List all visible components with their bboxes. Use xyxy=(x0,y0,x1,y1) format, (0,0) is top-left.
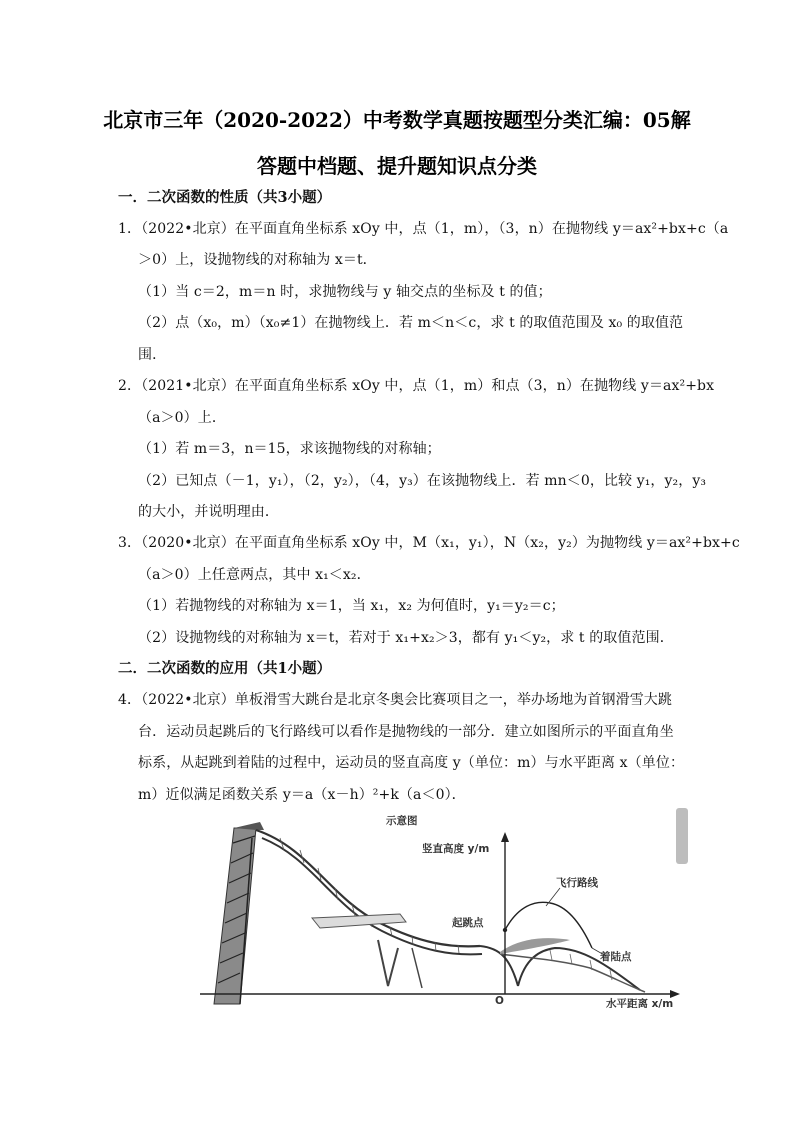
y-axis-label: 竖直高度 y/m xyxy=(422,843,490,855)
coordinate-axes xyxy=(200,832,680,998)
problem-1-part-2: （2）点（x₀，m）（x₀≠1）在抛物线上．若 m＜n＜c，求 t 的取值范围及 x₀ 的取值范 xyxy=(138,315,684,331)
ski-jump-diagram xyxy=(200,808,680,1008)
problem-2-part-1: （1）若 m＝3，n＝15，求该抛物线的对称轴； xyxy=(138,441,441,457)
problem-2-line-1: 2．（2021•北京）在平面直角坐标系 xOy 中，点（1，m）和点（3，n）在抛物线 y＝ax²+bx xyxy=(118,378,715,394)
ski-jump-figure xyxy=(200,808,680,1008)
takeoff-point-marker xyxy=(503,928,507,932)
x-axis-label: 水平距离 x/m xyxy=(606,998,674,1008)
takeoff-point-label: 起跳点 xyxy=(452,917,484,929)
problem-2-part-2-cont: 的大小，并说明理由． xyxy=(138,504,279,520)
problem-4-line-3: 标系，从起跳到着陆的过程中，运动员的竖直高度 y（单位：m）与水平距离 x（单位： xyxy=(138,755,685,771)
flight-path-label: 飞行路线 xyxy=(556,877,598,889)
problem-2-line-2: （a＞0）上． xyxy=(138,410,226,426)
problem-1-line-2: ＞0）上，设抛物线的对称轴为 x＝t． xyxy=(138,252,377,268)
ski-jump-tower xyxy=(214,822,264,1004)
problem-2-part-2: （2）已知点（－1，y₁），（2，y₂），（4，y₃）在该抛物线上．若 mn＜0，比较 y₁，y₂，y₃ xyxy=(138,473,707,489)
landing-point-label: 着陆点 xyxy=(600,951,632,963)
problem-4-line-1: 4．（2022•北京）单板滑雪大跳台是北京冬奥会比赛项目之一，举办场地为首钢滑雪大跳 xyxy=(118,692,672,708)
problem-3-part-2: （2）设抛物线的对称轴为 x＝t，若对于 x₁+x₂＞3，都有 y₁＜y₂，求 t 的取值范围． xyxy=(138,630,674,646)
problem-4-line-2: 台．运动员起跳后的飞行路线可以看作是抛物线的一部分．建立如图所示的平面直角坐 xyxy=(138,724,674,740)
problem-3-line-1: 3．（2020•北京）在平面直角坐标系 xOy 中，M（x₁，y₁），N（x₂，y₂）为抛物线 y＝ax²+bx+c xyxy=(118,535,740,551)
section-heading-2: 二．二次函数的应用（共1小题） xyxy=(118,660,332,677)
document-title-line2: 答题中档题、提升题知识点分类 xyxy=(257,154,537,178)
problem-3-line-2: （a＞0）上任意两点，其中 x₁＜x₂． xyxy=(138,567,371,583)
figure-caption: 示意图 xyxy=(386,815,418,827)
problem-1-part-2-cont: 围． xyxy=(138,347,167,363)
problem-3-part-1: （1）若抛物线的对称轴为 x＝1，当 x₁，x₂ 为何值时，y₁＝y₂＝c； xyxy=(138,598,565,614)
scan-artifact xyxy=(676,808,688,864)
problem-1-part-1: （1）当 c＝2，m＝n 时，求抛物线与 y 轴交点的坐标及 t 的值； xyxy=(138,284,552,300)
problem-4-line-4: m）近似满足函数关系 y＝a（x－h）²+k（a＜0）． xyxy=(138,787,466,803)
section-heading-1: 一．二次函数的性质（共3小题） xyxy=(118,189,332,206)
problem-1-line-1: 1．（2022•北京）在平面直角坐标系 xOy 中，点（1，m），（3，n）在抛物线 y＝ax²+bx+c（a xyxy=(118,221,729,237)
origin-label: O xyxy=(495,995,504,1007)
document-title-line1: 北京市三年（2020-2022）中考数学真题按题型分类汇编：05解 xyxy=(103,108,691,132)
